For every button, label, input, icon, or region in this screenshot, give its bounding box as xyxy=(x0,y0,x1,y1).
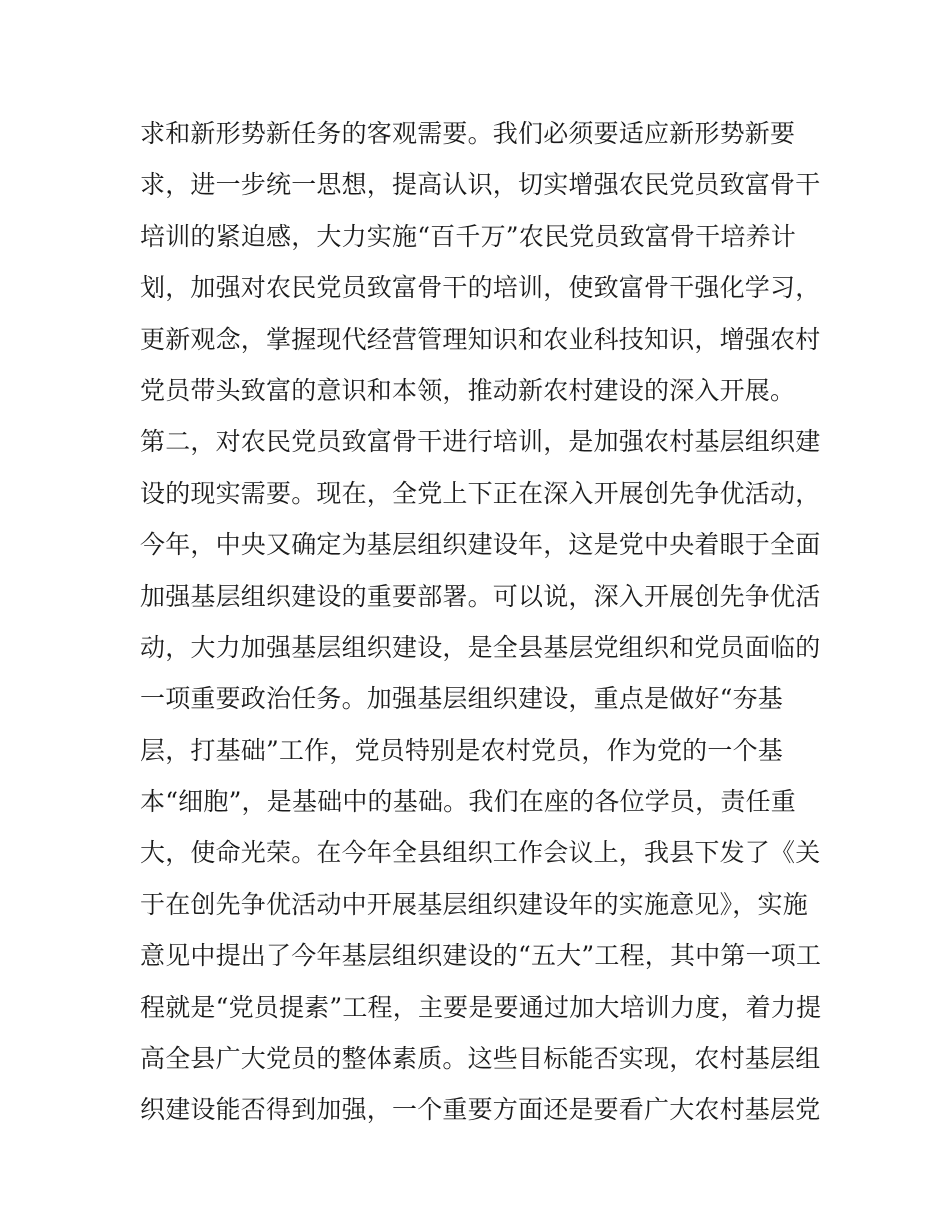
text-line: 于在创先争优活动中开展基层组织建设年的实施意见》，实施 xyxy=(140,889,808,919)
text-line: 第二，对农民党员致富骨干进行培训，是加强农村基层组织建 xyxy=(140,427,821,457)
text-line: 一项重要政治任务。加强基层组织建设，重点是做好“夯基 xyxy=(140,684,783,714)
text-line: 大，使命光荣。在今年全县组织工作会议上，我县下发了《关 xyxy=(140,838,821,868)
text-line: 划，加强对农民党员致富骨干的培训，使致富骨干强化学习， xyxy=(140,273,821,303)
body-text xyxy=(140,108,830,1136)
text-line: 动，大力加强基层组织建设，是全县基层党组织和党员面临的 xyxy=(140,632,821,662)
text-line: 今年，中央又确定为基层组织建设年，这是党中央着眼于全面 xyxy=(140,530,821,560)
text-line: 求，进一步统一思想，提高认识，切实增强农民党员致富骨干 xyxy=(140,170,821,200)
text-line: 层，打基础”工作，党员特别是农村党员，作为党的一个基 xyxy=(140,735,783,765)
text-line: 求和新形势新任务的客观需要。我们必须要适应新形势新要 xyxy=(140,119,796,148)
text-line: 织建设能否得到加强，一个重要方面还是要看广大农村基层党 xyxy=(140,1095,821,1125)
text-line: 加强基层组织建设的重要部署。可以说，深入开展创先争优活 xyxy=(140,581,821,611)
text-line: 程就是“党员提素”工程，主要是要通过加大培训力度，着力提 xyxy=(140,992,822,1022)
text-line: 本“细胞”，是基础中的基础。我们在座的各位学员，责任重 xyxy=(140,787,796,817)
text-line: 意见中提出了今年基层组织建设的“五大”工程，其中第一项工 xyxy=(140,941,822,971)
text-line: 培训的紧迫感，大力实施“百千万”农民党员致富骨干培养计 xyxy=(140,221,796,251)
text-line: 党员带头致富的意识和本领，推动新农村建设的深入开展。 xyxy=(140,375,796,405)
text-line: 高全县广大党员的整体素质。这些目标能否实现，农村基层组 xyxy=(140,1044,821,1074)
text-line: 设的现实需要。现在，全党上下正在深入开展创先争优活动， xyxy=(140,478,821,508)
text-line: 更新观念，掌握现代经营管理知识和农业科技知识，增强农村 xyxy=(140,324,821,354)
